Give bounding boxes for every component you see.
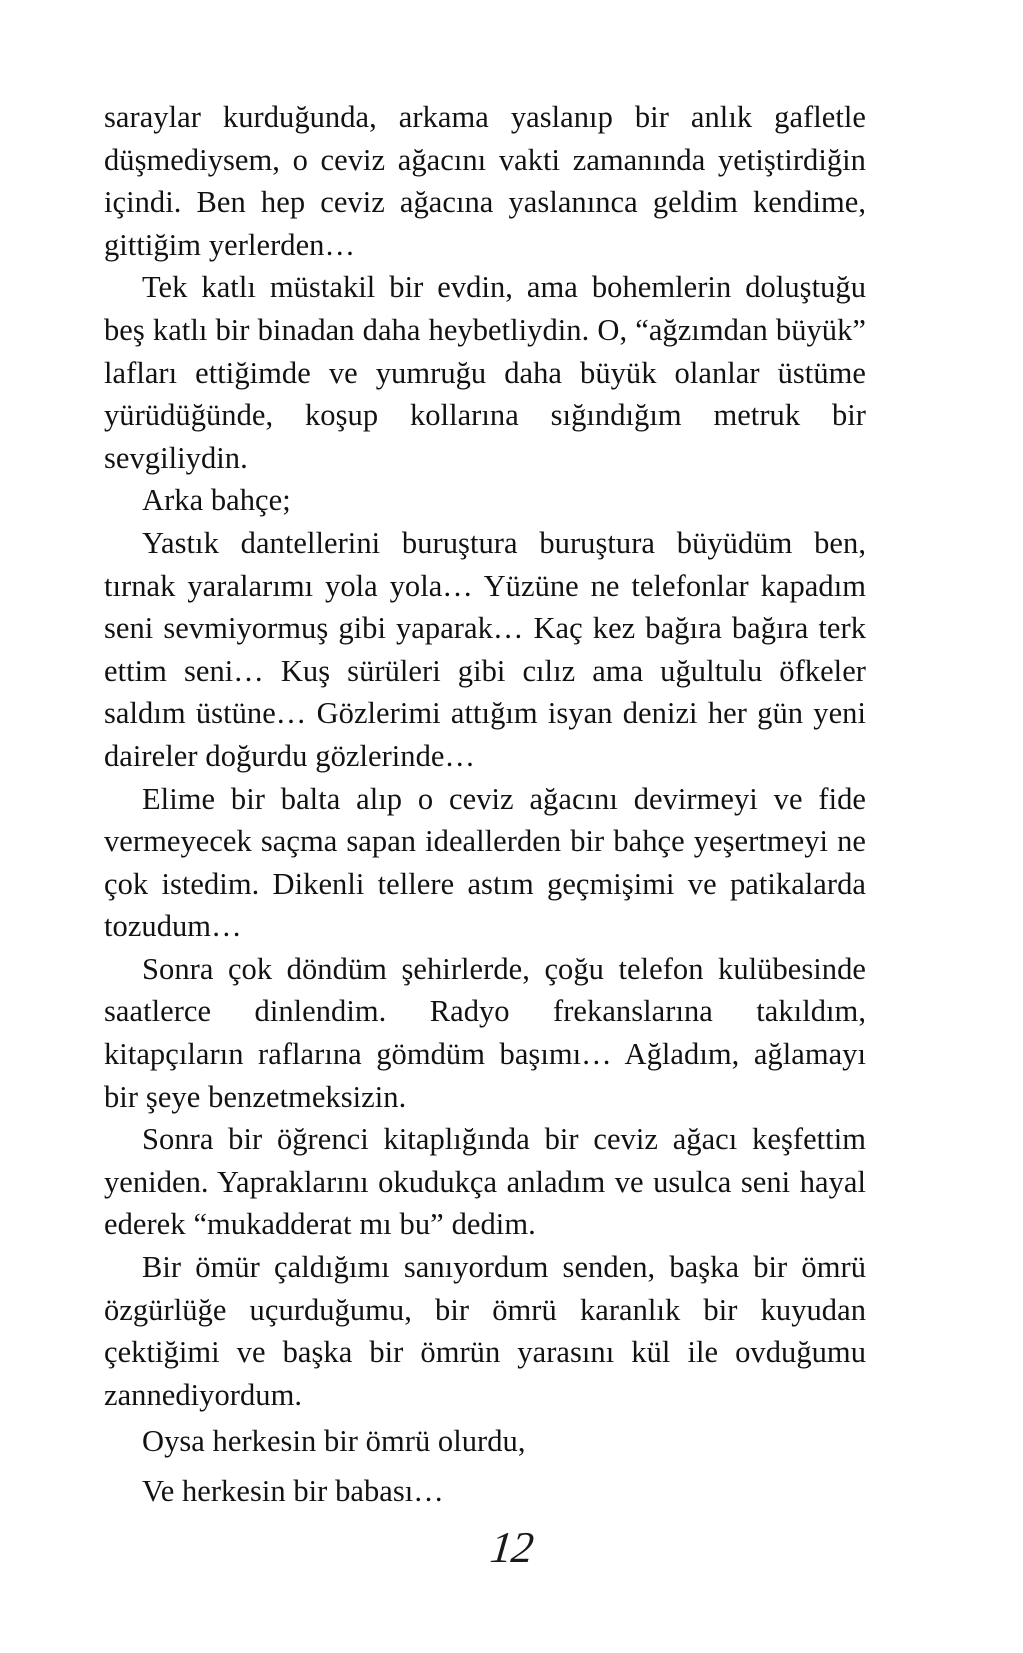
page-number: 12 bbox=[487, 1523, 536, 1572]
paragraph-tek-katli: Tek katlı müstakil bir evdin, ama bohemlerin doluştuğu beş katlı bir binadan daha heybetliydin. O, “ağzımdan büyük” lafları ettiğimde ve yumruğu daha büyük olanlar üstüme yürüdüğünde, koşup kollarına sığındığım metruk bir sevgiliydin. bbox=[104, 270, 866, 475]
paragraph-yastik-dantelleri: Yastık dantellerini buruştura buruştura büyüdüm ben, tırnak yaralarımı yola yola… Yüzüne ne telefonlar kapadım seni sevmiyormuş gibi yaparak… Kaç kez bağıra bağıra terk ettim seni… Kuş sürüleri gibi cılız ama uğultulu öfkeler saldım üstüne… Gözlerimi attığım isyan denizi her gün yeni daireler doğurdu gözlerinde… bbox=[104, 525, 866, 773]
paragraph-continuation: saraylar kurduğunda, arkama yaslanıp bir anlık gafletle düşmediysem, o ceviz ağacını vakti zamanında yetiştirdiğin içindi. Ben hep ceviz ağacına yaslanınca geldim kendime, gittiğim yerlerden… bbox=[104, 100, 866, 262]
paragraph-sonra-bir-ogrenci: Sonra bir öğrenci kitaplığında bir ceviz ağacı keşfettim yeniden. Yapraklarını okudukça anladım ve usulca seni hayal ederek “mukadderat mı bu” dedim. bbox=[104, 1122, 866, 1242]
paragraph-sonra-cok-dondum: Sonra çok döndüm şehirlerde, çoğu telefon kulübesinde saatlerce dinlendim. Radyo frekanslarına takıldım, kitapçıların raflarına gömdüm başımı… Ağladım, ağlamayı bir şeye benzetmeksizin. bbox=[104, 951, 866, 1114]
body-text-column bbox=[104, 96, 866, 1516]
closing-line-oysa-herkesin: Oysa herkesin bir ömrü olurdu, bbox=[142, 1424, 526, 1459]
paragraph-bir-omur-caldigimi: Bir ömür çaldığımı sanıyordum senden, başka bir ömrü özgürlüğe uçurduğumu, bir ömrü karanlık bir kuyudan çektiğimi ve başka bir ömrün yarasını kül ile ovduğumu zannediyordum. bbox=[104, 1250, 866, 1412]
paragraph-elime-bir-balta: Elime bir balta alıp o ceviz ağacını devirmeyi ve fide vermeyecek saçma sapan ideallerden bir bahçe yeşertmeyi ne çok istedim. Dikenli tellere astım geçmişimi ve patikalarda tozudum… bbox=[104, 781, 866, 944]
paragraph-arka-bahce: Arka bahçe; bbox=[142, 483, 291, 518]
closing-line-ve-herkesin: Ve herkesin bir babası… bbox=[142, 1474, 444, 1509]
